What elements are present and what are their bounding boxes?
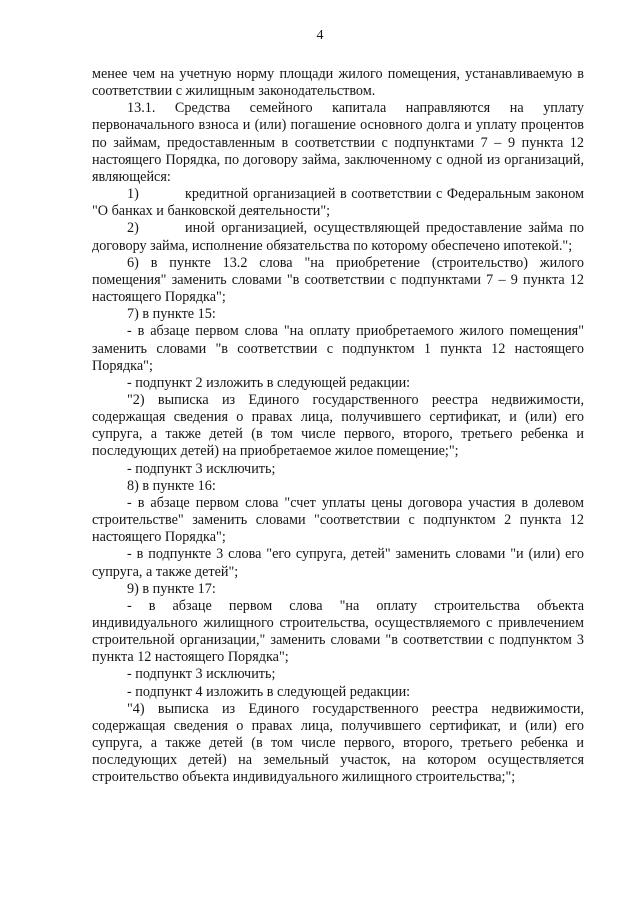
- document-body: [92, 66, 584, 787]
- paragraph-text: - в абзаце первом слова "счет уплаты цены договора участия в долевом строительстве" заменить словами "соответствии с подпунктом 2 пункта 12 настоящего Порядка";: [92, 494, 584, 546]
- paragraph: [92, 100, 584, 186]
- paragraph: [92, 666, 584, 683]
- paragraph-text: - в подпункте 3 слова "его супруга, детей" заменить словами "и (или) его супруга, а также детей";: [92, 546, 584, 580]
- paragraph-text: 7) в пункте 15:: [127, 306, 216, 323]
- paragraph-text: 6) в пункте 13.2 слова "на приобретение (строительство) жилого помещения" заменить словами "в соответствии с подпунктами 7 – 9 пункта 12 настоящего Порядка";: [92, 254, 584, 306]
- paragraph: [92, 66, 584, 100]
- paragraph: [92, 375, 584, 392]
- list-marker: 2): [127, 220, 139, 237]
- paragraph: [92, 546, 584, 580]
- paragraph-text: кредитной организацией в соответствии с Федеральным законом "О банках и банковской деятельности";: [92, 186, 584, 220]
- paragraph: [92, 306, 584, 323]
- list-marker: 1): [127, 186, 139, 203]
- paragraph: [92, 495, 584, 546]
- paragraph: [92, 220, 584, 254]
- page-number: 4: [316, 28, 324, 43]
- paragraph-text: 9) в пункте 17:: [127, 580, 216, 597]
- paragraph: [92, 255, 584, 306]
- paragraph-text: - в абзаце первом слова "на оплату строительства объекта индивидуального жилищного строительства, осуществляемого с привлечением строительной организации," заменить словами "в соответствии с подпунктом 3 пункта 12 настоящего Порядка";: [92, 597, 584, 666]
- paragraph-text: - в абзаце первом слова "на оплату приобретаемого жилого помещения" заменить словами "в соответствии с подпунктом 1 пункта 12 настоящего Порядка";: [92, 323, 584, 374]
- paragraph: [92, 392, 584, 461]
- paragraph-text: - подпункт 3 исключить;: [127, 460, 276, 477]
- paragraph-text: иной организацией, осуществляющей предоставление займа по договору займа, исполнение обязательства по которому обеспечено ипотекой.";: [92, 220, 584, 254]
- paragraph: [92, 323, 584, 374]
- paragraph: [92, 598, 584, 667]
- paragraph: [92, 581, 584, 598]
- paragraph: [92, 186, 584, 220]
- paragraph-text: "2) выписка из Единого государственного реестра недвижимости, содержащая сведения о правах лица, получившего сертификат, и (или) его супруга, а также детей (в том числе первого, второго, третьего ребенка и последующих детей) на приобретаемое жилое помещение;";: [92, 391, 584, 460]
- paragraph-text: 13.1. Средства семейного капитала направляются на уплату первоначального взноса и (или) погашение основного долга и уплату процентов по займам, предоставленным в соответствии с подпунктами 7 – 9 пункта 12 настоящего Порядка, по договору займа, заключенному с одной из организаций, являющейся:: [92, 100, 584, 185]
- paragraph-text: - подпункт 2 изложить в следующей редакции:: [127, 374, 411, 391]
- paragraph-text: менее чем на учетную норму площади жилого помещения, устанавливаемую в соответствии с жилищным законодательством.: [92, 66, 584, 100]
- paragraph-text: 8) в пункте 16:: [127, 477, 216, 494]
- paragraph: [92, 478, 584, 495]
- paragraph: [92, 461, 584, 478]
- paragraph-text: - подпункт 4 изложить в следующей редакции:: [127, 683, 411, 700]
- paragraph: [92, 684, 584, 701]
- paragraph-text: - подпункт 3 исключить;: [127, 666, 276, 683]
- paragraph-text: "4) выписка из Единого государственного реестра недвижимости, содержащая сведения о правах лица, получившего сертификат, и (или) его супруга, а также детей (в том числе первого, второго, третьего ребенка и последующих детей) на земельный участок, на котором осуществляется строительство объекта индивидуального жилищного строительства;";: [92, 700, 584, 786]
- paragraph: [92, 701, 584, 787]
